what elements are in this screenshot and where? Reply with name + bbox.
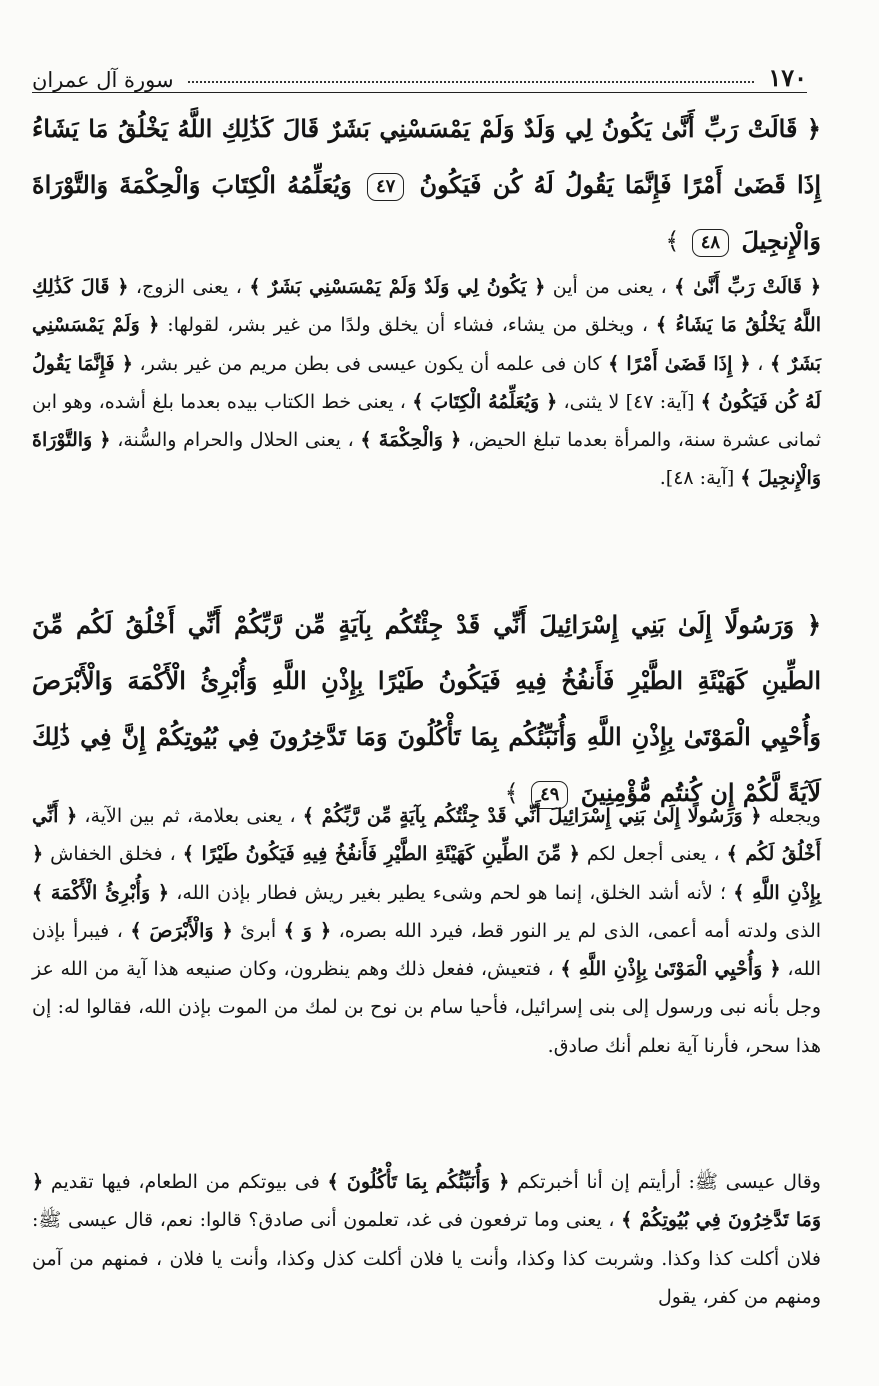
quoted-verse-fragment: ﴿ وَ ﴾ — [283, 919, 332, 942]
commentary-text: أبرئ — [232, 919, 284, 942]
quoted-verse-fragment: ﴿ قَالَ كَذَٰلِكِ اللَّهُ يَخْلُقُ مَا يَشَاءُ ﴾ — [32, 276, 821, 337]
commentary-text: ، يعنى أجعل لكم — [579, 843, 727, 866]
quoted-verse-fragment: ﴿ وَالْحِكْمَةَ ﴾ — [360, 429, 462, 452]
quoted-verse-fragment: ﴿ وَأُنَبِّئُكُم بِمَا تَأْكُلُونَ ﴾ — [327, 1171, 510, 1193]
commentary-text: ، يعنى الزوج، — [128, 276, 250, 298]
verse-number-47: ٤٧ — [367, 173, 404, 201]
commentary-text: ، يعنى الحلال والحرام والسُّنة، — [110, 429, 361, 452]
quoted-verse-fragment: ﴿ وَرَسُولًا إِلَىٰ بَنِي إِسْرَائِيلَ أَنِّي قَدْ جِئْتُكُم بِآيَةٍ مِّن رَّبِّكُمْ ﴾ — [302, 805, 762, 827]
commentary-text: ، ويخلق من يشاء، فشاء أن يخلق ولدًا من غير بشر، لقولها: — [159, 314, 656, 337]
tafsir-paragraph-1 — [32, 268, 821, 498]
tafsir-paragraph-3 — [32, 1163, 821, 1316]
commentary-text: ، فيبرأ بإذن الله، — [32, 919, 821, 981]
header-dotted-leader — [188, 80, 755, 83]
commentary-text: فى بيوتكم من الطعام، فيها تقديم — [43, 1171, 328, 1193]
quoted-verse-fragment: ﴿ وَيُعَلِّمُهُ الْكِتَابَ ﴾ — [412, 390, 558, 413]
commentary-text: ، فتعيش، ففعل ذلك وهم ينظرون، وكان صنيعه هذا آية من الله عز وجل بأنه نبى ورسول إلى بنى إسرائيل، فأحيا سام بن نوح بن لمك من الموت بإذن الله، فقالوا له: إن هذا سحر، فأرنا آية نعلم أنك صادق. — [32, 958, 821, 1057]
commentary-text: الذى ولدته أمه أعمى، الذى لم ير النور قط، فيرد الله بصره، — [331, 919, 822, 942]
quoted-verse-fragment: ﴿ فَإِنَّمَا يَقُولُ لَهُ كُن فَيَكُونُ ﴾ — [32, 352, 821, 413]
quoted-verse-fragment: ﴿ مِّنَ الطِّينِ كَهَيْئَةِ الطَّيْرِ فَأَنفُخُ فِيهِ فَيَكُونُ طَيْرًا ﴾ — [182, 843, 580, 866]
verse-close-bracket: ﴾ — [504, 779, 519, 807]
verse-close-bracket: ﴾ — [665, 227, 680, 255]
quoted-verse-fragment: ﴿ قَالَتْ رَبِّ أَنَّىٰ ﴾ — [674, 276, 821, 298]
commentary-text: ؛ لأنه أشد الخلق، إنما هو لحم وشىء يطير بغير ريش فطار بإذن الله، — [169, 881, 734, 904]
verse-49-text: ﴿ وَرَسُولًا إِلَىٰ بَنِي إِسْرَائِيلَ أَنِّي قَدْ جِئْتُكُم بِآيَةٍ مِّن رَّبِّكُمْ أَنِّي أَخْلُقُ لَكُم مِّنَ الطِّينِ كَهَيْئَةِ الطَّيْرِ فَأَنفُخُ فِيهِ فَيَكُونُ طَيْرًا بِإِذْنِ اللَّهِ وَأُبْرِئُ الْأَكْمَهَ وَالْأَبْرَصَ وَأُحْيِي الْمَوْتَىٰ بِإِذْنِ اللَّهِ وَأُنَبِّئُكُم بِمَا تَأْكُلُونَ وَمَا تَدَّخِرُونَ فِي بُيُوتِكُمْ إِنَّ فِي ذَٰلِكَ لَآيَةً لَّكُمْ إِن كُنتُم مُّؤْمِنِينَ — [32, 610, 821, 807]
commentary-text: [آية: ٤٧] لا يثنى، — [557, 390, 701, 413]
commentary-text: [آية: ٤٨]. — [659, 467, 741, 490]
quoted-verse-fragment: ﴿ بِإِذْنِ اللَّهِ ﴾ — [32, 843, 821, 904]
commentary-text: ، فخلق الخفاش — [43, 843, 183, 866]
quoted-verse-fragment: ﴿ وَأُحْيِي الْمَوْتَىٰ بِإِذْنِ اللَّهِ ﴾ — [560, 958, 781, 981]
quoted-verse-fragment: ﴿ أَنِّي أَخْلُقُ لَكُم ﴾ — [32, 805, 821, 866]
quoted-verse-fragment: ﴿ وَأُبْرِئُ الْأَكْمَهَ ﴾ — [32, 881, 170, 904]
commentary-text: ، يعنى من أين — [545, 276, 675, 298]
tafsir-paragraph-2 — [32, 797, 821, 1065]
commentary-text: ، يعنى خط الكتاب بيده بعدما بلغ أشده، وهو ابن ثمانى عشرة سنة، والمرأة بعدما تبلغ الحيض، — [32, 390, 821, 452]
commentary-text: وقال عيسى ﷺ: أرأيتم إن أنا أخبرتكم — [509, 1171, 821, 1193]
quoted-verse-fragment: ﴿ وَلَمْ يَمْسَسْنِي بَشَرٌ ﴾ — [32, 314, 822, 375]
page-number: ١٧٠ — [768, 63, 807, 92]
quran-verses-47-48 — [32, 101, 821, 269]
commentary-text: ، — [750, 352, 770, 375]
verse-number-48: ٤٨ — [692, 229, 729, 257]
quoted-verse-fragment: ﴿ وَمَا تَدَّخِرُونَ فِي بُيُوتِكُمْ ﴾ — [32, 1171, 822, 1232]
quoted-verse-fragment: ﴿ وَالْأَبْرَصَ ﴾ — [130, 919, 233, 942]
commentary-text: ويجعله — [761, 805, 821, 827]
verse-47-text: ﴿ قَالَتْ رَبِّ أَنَّىٰ يَكُونُ لِي وَلَدٌ وَلَمْ يَمْسَسْنِي بَشَرٌ قَالَ كَذَٰلِكِ اللَّهُ يَخْلُقُ مَا يَشَاءُ إِذَا قَضَىٰ أَمْرًا فَإِنَّمَا يَقُولُ لَهُ كُن فَيَكُونُ — [32, 114, 822, 199]
commentary-text: كان فى علمه أن يكون عيسى فى بطن مريم من غير بشر، — [132, 352, 609, 375]
verse-number-49: ٤٩ — [531, 781, 568, 809]
commentary-text: ، يعنى بعلامة، ثم بين الآية، — [77, 805, 303, 827]
quran-verse-49 — [32, 597, 821, 821]
quoted-verse-fragment: ﴿ إِذَا قَضَىٰ أَمْرًا ﴾ — [608, 352, 751, 375]
quoted-verse-fragment: ﴿ يَكُونُ لِي وَلَدٌ وَلَمْ يَمْسَسْنِي بَشَرٌ ﴾ — [249, 276, 546, 298]
verse-48-text: وَيُعَلِّمُهُ الْكِتَابَ وَالْحِكْمَةَ وَالتَّوْرَاةَ وَالْإِنجِيلَ — [32, 170, 821, 255]
page-header — [32, 58, 807, 93]
commentary-text: ، يعنى وما ترفعون فى غد، تعلمون أنى صادق؟ قالوا: نعم، قال عيسى ﷺ: فلان أكلت كذا وكذا. وشربت كذا وكذا، وأنت يا فلان أكلت كذل وكذا، وأنت يا فلان ، فمنهم من آمن ومنهم من كفر، يقول — [32, 1209, 821, 1308]
quoted-verse-fragment: ﴿ وَالتَّوْرَاةَ وَالْإِنجِيلَ ﴾ — [32, 429, 821, 490]
surah-title: سورة آل عمران — [32, 68, 174, 92]
